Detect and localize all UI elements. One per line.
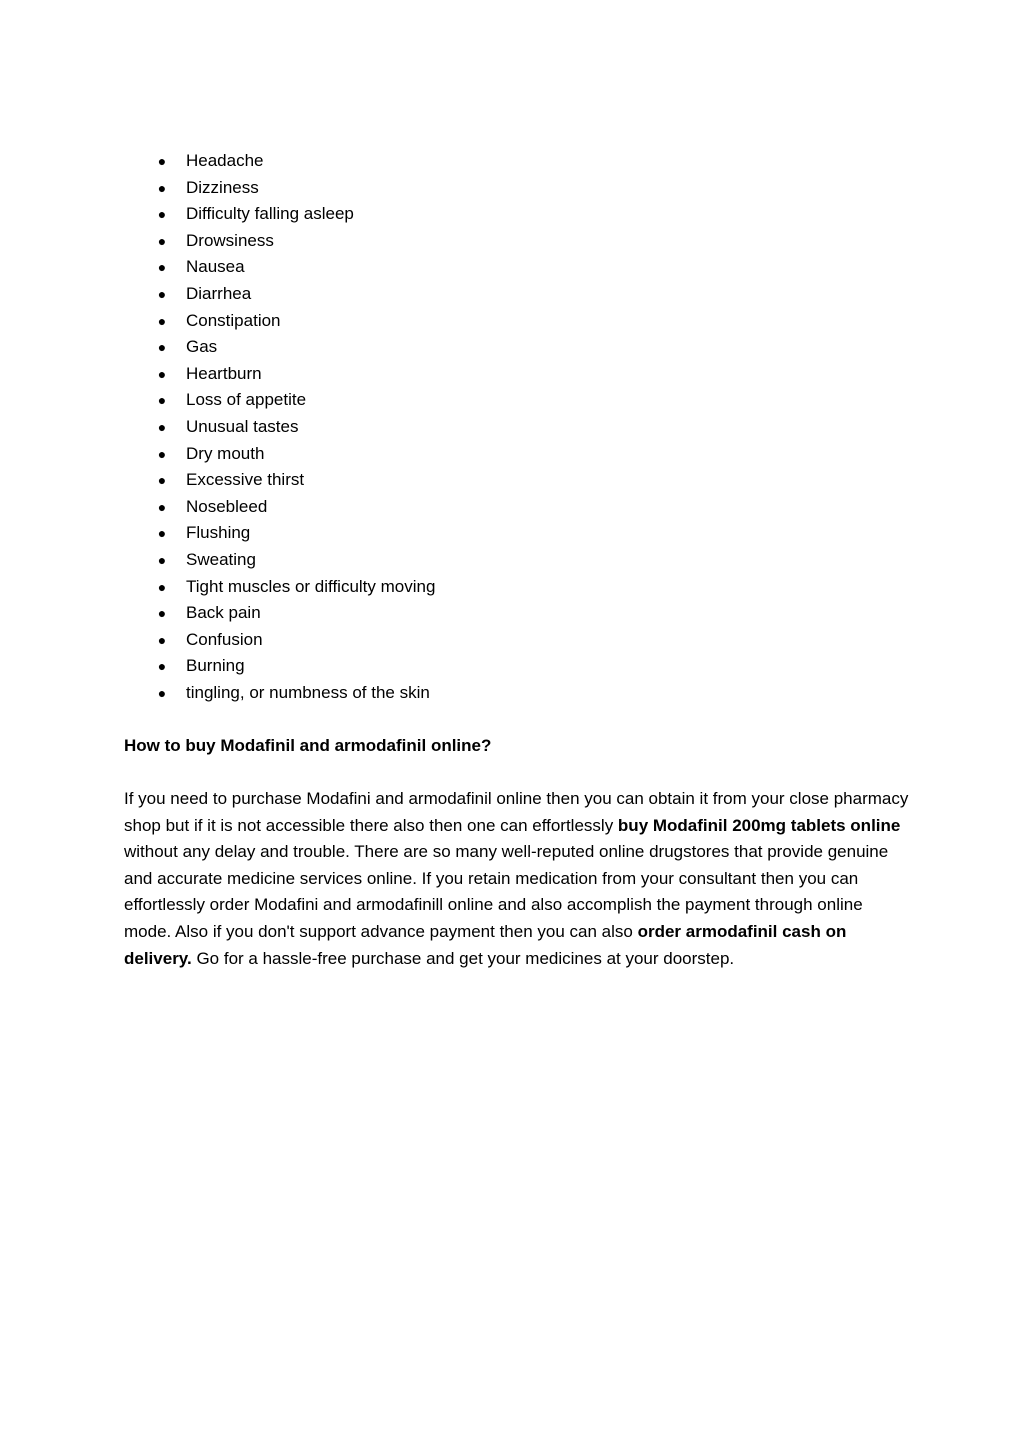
list-item xyxy=(124,441,435,468)
bullet-icon: ● xyxy=(157,605,167,622)
bullet-icon: ● xyxy=(157,365,167,382)
list-item xyxy=(124,175,435,202)
bold-phrase-order-armodafinil: order armodafinil cash on delivery. xyxy=(124,921,847,968)
bold-phrase-buy-modafinil: buy Modafinil 200mg tablets online xyxy=(617,815,901,835)
list-item xyxy=(124,574,435,601)
list-item xyxy=(124,254,435,281)
bullet-icon: ● xyxy=(157,206,167,223)
bullet-icon: ● xyxy=(157,179,167,196)
list-item xyxy=(124,680,435,707)
list-item-text: Unusual tastes xyxy=(186,416,299,436)
bullet-icon: ● xyxy=(157,684,167,701)
list-item-text: Flushing xyxy=(186,523,251,543)
bullet-icon: ● xyxy=(157,232,167,249)
list-item-text: tingling, or numbness of the skin xyxy=(186,682,430,702)
list-item-text: Headache xyxy=(186,151,264,170)
bullet-icon: ● xyxy=(157,418,167,435)
bullet-icon: ● xyxy=(157,259,167,276)
bullet-icon: ● xyxy=(157,578,167,595)
list-item xyxy=(124,308,435,335)
list-item xyxy=(124,414,435,441)
bullet-icon: ● xyxy=(157,339,167,356)
bullet-icon: ● xyxy=(157,472,167,489)
list-item xyxy=(124,387,435,414)
bullet-icon: ● xyxy=(157,525,167,542)
paragraph-text: without any delay and trouble. There are so many well-reputed online drugstores that provide genuine and accurate medicine services online. If you retain medication from your consultant then you can effortlessly order Modafini and armodafinill online and also accomplish the payment through online mode. Also if you don't support advance payment then you can also xyxy=(124,842,889,941)
list-item-text: Drowsiness xyxy=(186,230,274,250)
body-paragraph xyxy=(124,786,914,972)
list-item-text: Confusion xyxy=(186,629,263,649)
list-item-text: Nausea xyxy=(186,257,245,277)
list-item-text: Excessive thirst xyxy=(186,470,305,490)
list-item-text: Diarrhea xyxy=(186,283,252,303)
section-heading: How to buy Modafinil and armodafinil online? xyxy=(124,736,492,755)
bullet-icon: ● xyxy=(157,153,167,169)
bullet-icon: ● xyxy=(157,285,167,302)
bullet-icon: ● xyxy=(157,392,167,409)
list-item-text: Tight muscles or difficulty moving xyxy=(186,576,436,596)
list-item-text: Dizziness xyxy=(186,177,259,197)
list-item xyxy=(124,600,435,627)
bullet-icon: ● xyxy=(157,631,167,648)
list-item xyxy=(124,653,435,680)
list-item-text: Dry mouth xyxy=(186,443,265,463)
bullet-icon: ● xyxy=(157,551,167,568)
list-item xyxy=(124,520,435,547)
list-item-text: Loss of appetite xyxy=(186,390,307,410)
paragraph-text: If you need to purchase Modafini and armodafinil online then you can obtain it from your close pharmacy shop but if it is not accessible there also then one can effortlessly xyxy=(124,789,909,835)
list-item xyxy=(124,201,435,228)
list-item-text: Back pain xyxy=(186,603,261,623)
list-item xyxy=(124,627,435,654)
list-item xyxy=(124,228,435,255)
side-effects-list xyxy=(124,148,435,706)
bullet-icon: ● xyxy=(157,445,167,462)
list-item xyxy=(124,361,435,388)
bullet-icon: ● xyxy=(157,498,167,515)
list-item-text: Gas xyxy=(186,337,218,357)
list-item xyxy=(124,494,435,521)
list-item xyxy=(124,547,435,574)
bullet-icon: ● xyxy=(157,312,167,329)
list-item xyxy=(124,281,435,308)
list-item-text: Sweating xyxy=(186,549,256,569)
list-item-text: Constipation xyxy=(186,310,281,330)
list-item xyxy=(124,467,435,494)
list-item xyxy=(124,334,435,361)
list-item-text: Difficulty falling asleep xyxy=(186,204,354,224)
list-item-text: Nosebleed xyxy=(186,496,268,516)
list-item xyxy=(124,148,435,175)
list-item-text: Heartburn xyxy=(186,363,262,383)
paragraph-text: Go for a hassle-free purchase and get your medicines at your doorstep. xyxy=(191,948,735,968)
bullet-icon: ● xyxy=(157,658,167,675)
list-item-text: Burning xyxy=(186,656,245,676)
